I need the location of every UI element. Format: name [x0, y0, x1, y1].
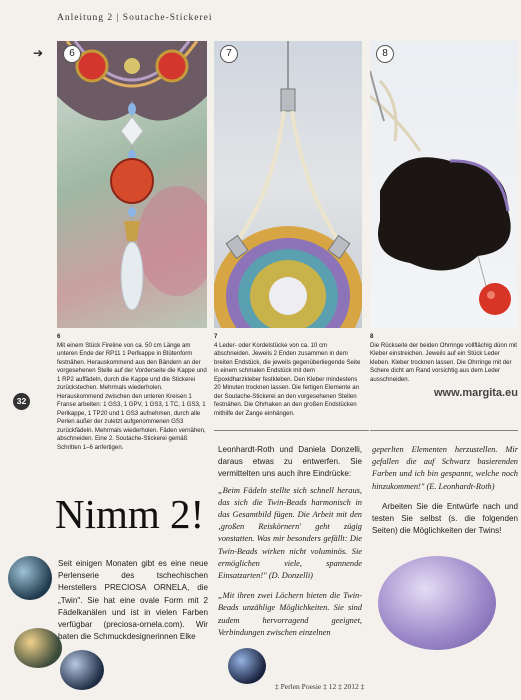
- step-6-caption: [57, 333, 207, 452]
- earring-hook-illustration: [214, 41, 362, 328]
- page-header: [57, 13, 213, 23]
- closing-text: Arbeiten Sie die Entwürfe nach und testen Sie selbst (s. die folgenden Seiten) die Möglichkeiten der Twins!: [372, 501, 518, 536]
- step-8-caption: [370, 333, 518, 384]
- page-footer: ‡ Perlen Poesie ‡ 12 ‡ 2012 ‡: [275, 682, 365, 691]
- step-7-caption: [214, 333, 362, 418]
- quote-donzelli: „Beim Fädeln stellte sich schnell heraus, das sich die Twin-Beads harmonisch in das Gesamtbild fügen. Die Arbeit mit den ‚großen Reiskörnern' geht zügig vonstatten. Was mir besonders gefällt: Die Twin-Beads wirken nicht voluminös. Sie ermöglichen viele, spannende Einsatzarten!" (D. Donzelli): [218, 485, 362, 581]
- article-column-2: [218, 444, 362, 639]
- step-7-text: 4 Leder- oder Kordelstücke von ca. 10 cm abschneiden. Jeweils 2 Enden zusammen in dem breiten Endstück, die jeweils gegenüberliegende Seite in einem schmalen Endstück mit dem Epoxidharzkleber festkleben. Den Kleber mindestens 20 Minuten trocknen lassen. Die fertigen Elemente an der Soutache-Stickerei an den vorgesehenen Stellen festnähen. Die Ohrhaken an den großen Endstücken mithilfe der Zange einhängen.: [214, 341, 361, 417]
- divider: [214, 430, 369, 431]
- quote-leonhardt-roth-start: „Mit ihren zwei Löchern bieten die Twin-Beads unzählige Möglichkeiten. Sie sind zudem hervorragend geeignet, Verbindungen zwischen einzelnen: [218, 591, 362, 637]
- header-separator: |: [116, 13, 123, 23]
- step-7-badge: 7: [220, 45, 238, 63]
- twin-bead-image: [8, 556, 52, 600]
- twin-bead-image: [14, 628, 62, 668]
- purple-twin-bead-image: [378, 556, 496, 650]
- quote-leonhardt-roth-end: geperlten Elementen herzustellen. Mir gefallen die auf Schwarz basierenden Farben und ich bin gespannt, welche noch hinzukommen!" (E. Leonhardt-Roth): [372, 445, 518, 491]
- header-section: Anleitung 2: [57, 13, 114, 23]
- step-6-badge: 6: [63, 45, 81, 63]
- article-column-1: Seit einigen Monaten gibt es eine neue Perlenserie des tschechischen Herstellers PRECIOSA ORNELA, die „Twin". Sie hat eine ovale Form mit 2 Fädelkanälen und ist in vielen Farben verfügbar (preciosa-ornela.com). Wir baten die Schmuckdesignerinnen Elke: [58, 559, 208, 642]
- article-title: Nimm 2!: [55, 491, 205, 537]
- arrow-right-icon: ➔: [33, 46, 44, 60]
- step-6-text: Mit einem Stück Fireline von ca. 50 cm Länge am unteren Ende der RP11 1 Perlkappe in Blütenform festnähen. Herauskommend aus den Bändern an der vorgesehenen Stelle auf der Vorderseite die Kappe und 1 RP2 auffädeln, durch die Kappe und die Stickerei zurückstechen. Mehrmals wiederholen. Herauskommend zwischen den unteren Kreisen 1 Franse arbeiten: 1 GS3, 1 GPV, 1 GS3, 1 TC, 1 GS3, 1 Perlkappe, 1 TP20 und 1 GS3 aufnehmen, durch alle Perlen außer der zuletzt aufgenommenen GS3 zurückfädeln. Mehrmals wiederholen. Fäden vernähen, abschneiden. Eine 2. Soutache-Stickerei gemäß Schritten 1–6 anfertigen.: [57, 341, 207, 451]
- earring-back-illustration: [370, 41, 518, 328]
- step-8-text: Die Rückseite der beiden Ohrringe vollflächig dünn mit Kleber einstreichen. Jeweils auf ein Stück Leder kleben. Kleber trocknen lassen. Die Ohrringe mit der Schere dicht am Rand vorsichtig aus dem Leder ausschneiden.: [370, 341, 518, 383]
- article-column-3: [372, 444, 518, 537]
- website-link[interactable]: www.margita.eu: [434, 387, 518, 399]
- header-series: Soutache-Stickerei: [122, 13, 213, 23]
- earring-closeup-illustration: [57, 41, 207, 328]
- step-6-photo: [57, 41, 207, 328]
- divider: [370, 430, 518, 431]
- article-intro: Leonhardt-Roth und Daniela Donzelli, daraus etwas zu entwerfen. Sie vermittelten uns auch ihre Eindrücke:: [218, 445, 362, 479]
- twin-bead-image: [60, 650, 104, 690]
- step-7-number: 7: [214, 333, 218, 340]
- step-8-photo: [370, 41, 518, 328]
- step-8-badge: 8: [376, 45, 394, 63]
- step-6-number: 6: [57, 333, 61, 340]
- step-7-photo: [214, 41, 362, 328]
- twin-bead-image: [228, 648, 266, 684]
- page-number-badge: 32: [13, 393, 30, 410]
- step-8-number: 8: [370, 333, 374, 340]
